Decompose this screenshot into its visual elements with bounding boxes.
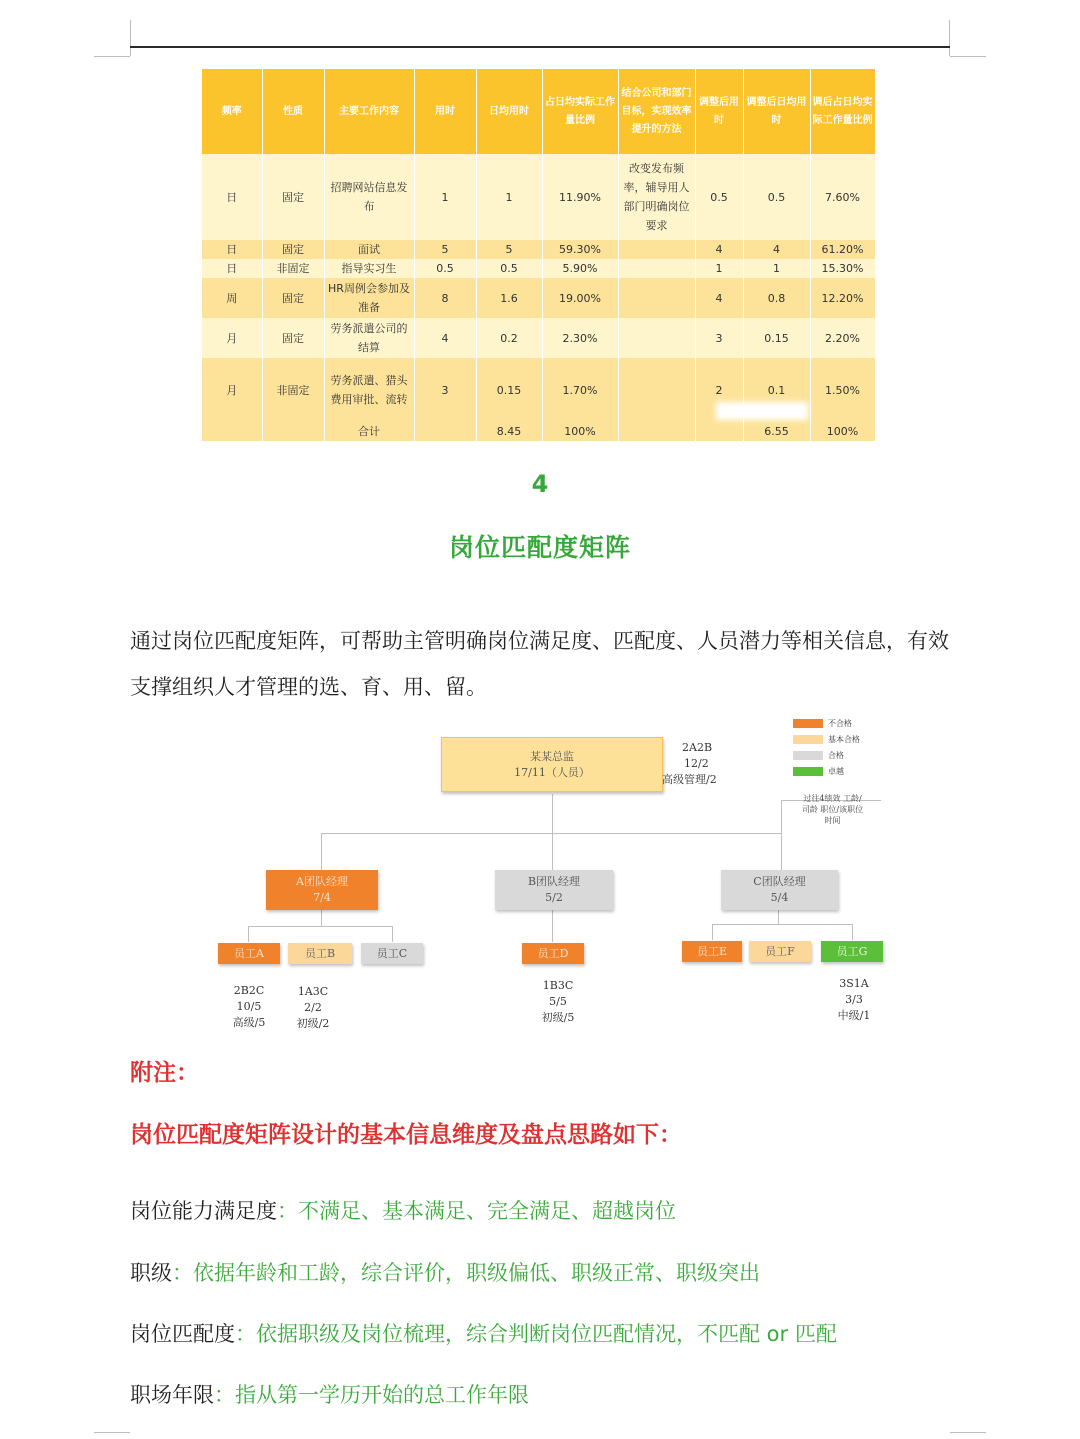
manager-count: 5/2 xyxy=(545,891,563,904)
table-cell: 100% xyxy=(542,422,618,441)
legend-label: 不合格 xyxy=(828,718,852,728)
crop-mark xyxy=(950,56,986,57)
note-line: 12/2 xyxy=(684,757,709,770)
table-cell xyxy=(618,422,695,441)
definition-item xyxy=(130,1318,837,1348)
table-cell xyxy=(202,422,262,441)
table-cell: 固定 xyxy=(262,278,324,318)
table-cell xyxy=(414,422,476,441)
table-total-row xyxy=(202,422,875,441)
definition-item xyxy=(130,1379,529,1409)
staff-note xyxy=(824,976,884,1024)
table-cell: 61.20% xyxy=(810,240,875,259)
connector-line xyxy=(552,794,553,834)
director-title: 某某总监 xyxy=(530,750,574,763)
table-cell: 1.6 xyxy=(476,278,542,318)
table-cell: 0.8 xyxy=(743,278,810,318)
table-header-cell: 主要工作内容 xyxy=(324,69,414,154)
staff-box: 员工G xyxy=(821,941,883,962)
table-header-cell: 日均用时 xyxy=(476,69,542,154)
table-cell: 8 xyxy=(414,278,476,318)
legend-item xyxy=(793,731,860,747)
table-cell: 劳务派遣公司的结算 xyxy=(324,318,414,358)
legend-swatch xyxy=(793,751,823,760)
table-cell: 改变发布频率，辅导用人部门明确岗位要求 xyxy=(618,154,695,240)
table-cell: 面试 xyxy=(324,240,414,259)
note-line: 中级/1 xyxy=(837,1009,871,1022)
table-row xyxy=(202,259,875,278)
table-cell: 15.30% xyxy=(810,259,875,278)
definition-separator: ： xyxy=(172,1261,193,1285)
table-cell: 日 xyxy=(202,240,262,259)
table-cell: 100% xyxy=(810,422,875,441)
connector-line xyxy=(392,926,393,942)
manager-count: 7/4 xyxy=(313,891,331,904)
table-cell: 1 xyxy=(695,259,743,278)
manager-count: 5/4 xyxy=(770,891,789,904)
table-header-cell: 调后占日均实际工作量比例 xyxy=(810,69,875,154)
crop-mark xyxy=(949,20,950,56)
legend-label: 合格 xyxy=(828,750,844,760)
note-line: 2B2C xyxy=(233,984,265,997)
table-cell: 0.1 xyxy=(743,358,810,422)
table-header-cell: 调整后用时 xyxy=(695,69,743,154)
note-line: 1B3C xyxy=(542,979,574,992)
table-header-row xyxy=(202,69,875,154)
definition-term: 职级 xyxy=(130,1261,172,1285)
staff-note xyxy=(286,984,340,1032)
table-cell: 4 xyxy=(695,240,743,259)
table-row xyxy=(202,318,875,358)
staff-box: 员工E xyxy=(682,941,742,962)
table-cell: 月 xyxy=(202,358,262,422)
section-title: 岗位匹配度矩阵 xyxy=(448,533,631,562)
table-cell: 0.15 xyxy=(743,318,810,358)
table-cell xyxy=(695,422,743,441)
table-cell: 2.20% xyxy=(810,318,875,358)
connector-line xyxy=(778,910,779,924)
legend-item xyxy=(793,747,860,763)
table-cell xyxy=(618,278,695,318)
table-cell xyxy=(262,422,324,441)
table-cell: 59.30% xyxy=(542,240,618,259)
table-cell: 1 xyxy=(743,259,810,278)
org-chart xyxy=(200,700,900,1045)
table-cell: 固定 xyxy=(262,318,324,358)
footnote-title: 附注： xyxy=(130,1060,199,1086)
table-cell: 非固定 xyxy=(262,259,324,278)
connector-line xyxy=(712,924,853,925)
table-cell: 0.5 xyxy=(743,154,810,240)
table-cell: 1 xyxy=(476,154,542,240)
header-rule xyxy=(130,46,950,48)
crop-mark xyxy=(94,1432,130,1433)
definition-term: 岗位能力满足度 xyxy=(130,1199,277,1223)
staff-box: 员工D xyxy=(522,943,584,964)
section-number: 4 xyxy=(531,470,549,498)
table-cell: 日 xyxy=(202,259,262,278)
table-header-cell: 性质 xyxy=(262,69,324,154)
table-cell: HR周例会参加及准备 xyxy=(324,278,414,318)
table-cell: 4 xyxy=(743,240,810,259)
table-cell: 0.5 xyxy=(414,259,476,278)
staff-box: 员工A xyxy=(218,943,280,964)
crop-mark xyxy=(130,20,131,56)
note-line: 初级/2 xyxy=(296,1017,330,1030)
table-cell: 1 xyxy=(414,154,476,240)
table-cell: 2.30% xyxy=(542,318,618,358)
table-cell xyxy=(618,358,695,422)
connector-line xyxy=(712,924,713,940)
table-cell: 2 xyxy=(695,358,743,422)
connector-line xyxy=(321,833,322,870)
note-line: 10/5 xyxy=(236,1000,262,1013)
table-cell: 4 xyxy=(414,318,476,358)
crop-mark xyxy=(94,56,130,57)
table-cell: 5 xyxy=(476,240,542,259)
table-cell: 11.90% xyxy=(542,154,618,240)
connector-line xyxy=(781,800,782,870)
table-cell: 非固定 xyxy=(262,358,324,422)
table-cell: 合计 xyxy=(324,422,414,441)
table-cell: 固定 xyxy=(262,240,324,259)
staff-note xyxy=(222,983,276,1031)
table-cell: 8.45 xyxy=(476,422,542,441)
table-cell: 1.70% xyxy=(542,358,618,422)
table-row xyxy=(202,278,875,318)
table-header-cell: 用时 xyxy=(414,69,476,154)
director-box xyxy=(441,737,663,792)
staff-box: 员工C xyxy=(361,943,423,964)
table-cell: 5.90% xyxy=(542,259,618,278)
manager-box xyxy=(266,870,378,910)
legend-label: 卓越 xyxy=(828,766,844,776)
table-row xyxy=(202,240,875,259)
legend xyxy=(793,715,860,779)
note-line: 5/5 xyxy=(549,995,567,1008)
table-cell: 3 xyxy=(414,358,476,422)
table-cell: 周 xyxy=(202,278,262,318)
legend-item xyxy=(793,763,860,779)
table-cell xyxy=(618,318,695,358)
manager-title: C团队经理 xyxy=(753,875,806,888)
legend-note: 过往4绩效 工龄/司龄 职位/该职位时间 xyxy=(801,794,864,825)
definition-item xyxy=(130,1195,676,1225)
staff-box: 员工F xyxy=(749,941,811,962)
note-line: 3/3 xyxy=(845,993,863,1006)
definition-value: 依据职级及岗位梳理，综合判断岗位匹配情况，不匹配 or 匹配 xyxy=(256,1322,837,1346)
note-line: 2/2 xyxy=(304,1001,322,1014)
definition-separator: ： xyxy=(214,1383,235,1407)
redaction-smear xyxy=(716,402,808,420)
definition-term: 岗位匹配度 xyxy=(130,1322,235,1346)
connector-line xyxy=(321,910,322,926)
connector-line xyxy=(552,910,553,942)
table-cell: 5 xyxy=(414,240,476,259)
table-cell: 0.5 xyxy=(695,154,743,240)
table-cell: 0.5 xyxy=(476,259,542,278)
legend-swatch xyxy=(793,767,823,776)
table-cell: 固定 xyxy=(262,154,324,240)
table-header-cell: 调整后日均用时 xyxy=(743,69,810,154)
table-cell: 月 xyxy=(202,318,262,358)
manager-title: B团队经理 xyxy=(527,875,581,888)
table-cell: 1.50% xyxy=(810,358,875,422)
table-cell: 0.15 xyxy=(476,358,542,422)
connector-line xyxy=(552,834,553,870)
table-cell: 7.60% xyxy=(810,154,875,240)
connector-line xyxy=(248,926,249,942)
table-cell xyxy=(618,259,695,278)
table-header-cell: 频率 xyxy=(202,69,262,154)
table-cell: 3 xyxy=(695,318,743,358)
table-cell: 劳务派遣、猎头费用审批、流转 xyxy=(324,358,414,422)
definition-value: 依据年龄和工龄，综合评价，职级偏低、职级正常、职级突出 xyxy=(193,1261,760,1285)
manager-title: A团队经理 xyxy=(296,875,348,888)
table-cell: 指导实习生 xyxy=(324,259,414,278)
connector-line xyxy=(248,926,393,927)
note-line: 2A2B xyxy=(682,741,713,754)
note-line: 初级/5 xyxy=(541,1011,575,1024)
legend-swatch xyxy=(793,735,823,744)
manager-box xyxy=(495,870,613,910)
staff-box: 员工B xyxy=(288,943,352,964)
definition-separator: ： xyxy=(235,1322,256,1346)
legend-swatch xyxy=(793,719,823,728)
table-cell: 0.2 xyxy=(476,318,542,358)
note-line: 高级管理/2 xyxy=(662,773,717,786)
crop-mark xyxy=(950,1432,986,1433)
table-cell xyxy=(618,240,695,259)
staff-note xyxy=(530,978,586,1026)
footnote-subtitle: 岗位匹配度矩阵设计的基本信息维度及盘点思路如下： xyxy=(130,1122,682,1148)
connector-line xyxy=(852,924,853,940)
definition-value: 不满足、基本满足、完全满足、超越岗位 xyxy=(298,1199,676,1223)
definition-value: 指从第一学历开始的总工作年限 xyxy=(235,1383,529,1407)
director-note xyxy=(662,740,717,788)
note-line: 高级/5 xyxy=(232,1016,266,1029)
table-cell: 19.00% xyxy=(542,278,618,318)
table-header-cell: 占日均实际工作量比例 xyxy=(542,69,618,154)
table-cell: 招聘网站信息发布 xyxy=(324,154,414,240)
director-count: 17/11（人员） xyxy=(514,766,590,779)
table-row xyxy=(202,154,875,240)
definition-item xyxy=(130,1257,760,1287)
definition-term: 职场年限 xyxy=(130,1383,214,1407)
legend-item xyxy=(793,715,860,731)
note-line: 1A3C xyxy=(297,985,329,998)
manager-box xyxy=(721,870,838,910)
table-cell: 6.55 xyxy=(743,422,810,441)
definition-separator: ： xyxy=(277,1199,298,1223)
table-header-cell: 结合公司和部门目标，实现效率提升的方法 xyxy=(618,69,695,154)
table-cell: 12.20% xyxy=(810,278,875,318)
legend-label: 基本合格 xyxy=(828,734,860,744)
note-line: 3S1A xyxy=(839,977,869,990)
table-cell: 4 xyxy=(695,278,743,318)
workload-table xyxy=(202,69,876,441)
table-cell: 日 xyxy=(202,154,262,240)
intro-paragraph: 通过岗位匹配度矩阵，可帮助主管明确岗位满足度、匹配度、人员潜力等相关信息，有效支撑组织人才管理的选、育、用、留。 xyxy=(130,629,949,699)
